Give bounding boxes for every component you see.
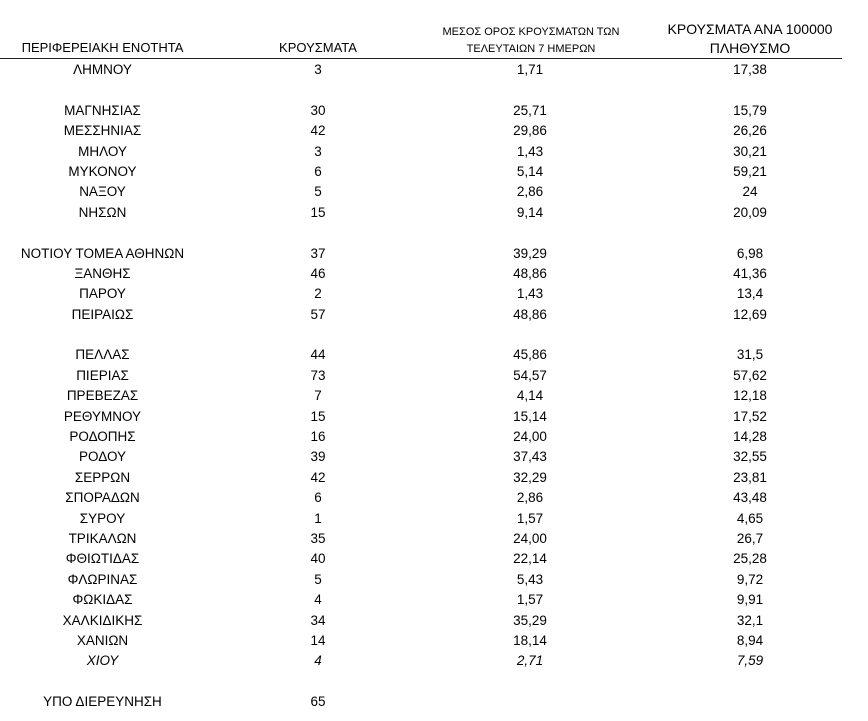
table-row — [0, 366, 868, 386]
table-row — [0, 570, 868, 590]
table-row — [0, 611, 868, 631]
table-row — [0, 509, 868, 529]
avg7-cell: 35,29 — [513, 612, 547, 628]
per100k-cell: 12,18 — [733, 388, 767, 404]
avg7-cell: 4,14 — [516, 388, 544, 404]
avg7-cell: 48,86 — [513, 306, 547, 322]
cases-cell: 30 — [310, 102, 326, 118]
table-row — [0, 203, 868, 223]
per100k-cell: 32,1 — [736, 612, 764, 628]
cases-cell: 34 — [310, 612, 326, 628]
per100k-cell: 32,55 — [733, 449, 767, 465]
table-row — [0, 631, 868, 651]
table-row — [0, 427, 868, 447]
cases-cell: 4 — [314, 653, 322, 669]
avg7-cell: 45,86 — [513, 347, 547, 363]
cases-cell: 42 — [310, 469, 326, 485]
table-row — [0, 529, 868, 549]
region-cell: ΧΙΟΥ — [86, 653, 119, 669]
cases-cell: 3 — [314, 62, 322, 77]
cases-cell: 15 — [310, 204, 326, 220]
region-cell: ΦΘΙΩΤΙΔΑΣ — [65, 551, 140, 567]
avg7-cell: 1,43 — [516, 143, 544, 159]
table-row — [0, 386, 868, 406]
table-row — [0, 549, 868, 569]
table-row — [0, 162, 868, 182]
header-underline — [0, 58, 842, 59]
table-row — [0, 142, 868, 162]
region-cell: ΦΛΩΡΙΝΑΣ — [67, 571, 138, 587]
avg7-cell: 24,00 — [513, 429, 547, 445]
row-spacer — [0, 80, 868, 100]
header-per100k-line2: ΠΛΗΘΥΣΜΟ — [709, 40, 791, 56]
region-cell: ΝΑΞΟΥ — [79, 184, 126, 200]
region-cell: ΣΕΡΡΩΝ — [74, 469, 131, 485]
table-row — [0, 488, 868, 508]
table-row — [0, 468, 868, 488]
table-row — [0, 447, 868, 467]
cases-cell: 5 — [314, 571, 322, 587]
table-row — [0, 590, 868, 610]
per100k-cell: 17,52 — [733, 408, 767, 424]
avg7-cell: 1,57 — [516, 510, 544, 526]
per100k-cell: 30,21 — [733, 143, 767, 159]
row-spacer — [0, 223, 868, 243]
cases-cell: 7 — [314, 388, 322, 404]
per100k-cell: 24 — [742, 184, 758, 200]
per100k-cell: 17,38 — [733, 62, 767, 77]
cases-cell: 4 — [314, 592, 322, 608]
avg7-cell: 15,14 — [513, 408, 547, 424]
per100k-cell: 59,21 — [733, 163, 767, 179]
table-row — [0, 244, 868, 264]
avg7-cell: 1,43 — [516, 286, 544, 302]
cases-cell: 6 — [314, 490, 322, 506]
cases-cell: 57 — [310, 306, 326, 322]
per100k-cell: 12,69 — [733, 306, 767, 322]
cases-cell: 15 — [310, 408, 326, 424]
table-row — [0, 60, 868, 80]
table-row — [0, 264, 868, 284]
cases-cell: 2 — [314, 286, 322, 302]
region-cell: ΦΩΚΙΔΑΣ — [72, 592, 133, 608]
cases-cell: 44 — [310, 347, 326, 363]
header-avg-7-days — [415, 24, 647, 58]
avg7-cell: 2,86 — [516, 184, 544, 200]
cases-cell: 6 — [314, 163, 322, 179]
region-cell: ΣΠΟΡΑΔΩΝ — [65, 490, 140, 506]
avg7-cell: 39,29 — [513, 245, 547, 261]
per100k-cell: 13,4 — [736, 286, 764, 302]
avg7-cell: 2,71 — [516, 653, 544, 669]
region-cell: ΧΑΝΙΩΝ — [76, 632, 129, 648]
region-cell: ΠΡΕΒΕΖΑΣ — [66, 388, 139, 404]
cases-cell: 65 — [310, 694, 326, 710]
region-cell: ΧΑΛΚΙΔΙΚΗΣ — [62, 612, 143, 628]
region-cell: ΥΠΟ ΔΙΕΡΕΥΝΗΣΗ — [43, 694, 162, 710]
region-cell: ΝΗΣΩΝ — [78, 204, 127, 220]
table-row — [0, 121, 868, 141]
cases-cell: 16 — [310, 429, 326, 445]
cases-cell: 35 — [310, 530, 326, 546]
region-cell: ΞΑΝΘΗΣ — [74, 265, 131, 281]
header-avg-line2: ΤΕΛΕΥΤΑΙΩΝ 7 ΗΜΕΡΩΝ — [466, 43, 596, 55]
region-cell: ΜΗΛΟΥ — [78, 143, 127, 159]
table-row — [0, 345, 868, 365]
data-table — [0, 60, 868, 713]
avg7-cell: 1,57 — [516, 592, 544, 608]
avg7-cell: 9,14 — [516, 204, 544, 220]
avg7-cell: 18,14 — [513, 632, 547, 648]
avg7-cell: 29,86 — [513, 123, 547, 139]
region-cell: ΡΟΔΟΠΗΣ — [69, 429, 136, 445]
region-cell: ΠΙΕΡΙΑΣ — [76, 367, 129, 383]
header-avg-line1: ΜΕΣΟΣ ΟΡΟΣ ΚΡΟΥΣΜΑΤΩΝ ΤΩΝ — [442, 26, 620, 38]
region-cell: ΠΑΡΟΥ — [79, 286, 126, 302]
cases-cell: 42 — [310, 123, 326, 139]
cases-cell: 5 — [314, 184, 322, 200]
header-cases: ΚΡΟΥΣΜΑΤΑ — [279, 40, 357, 55]
cases-cell: 1 — [314, 510, 322, 526]
avg7-cell: 1,71 — [516, 62, 544, 77]
avg7-cell: 37,43 — [513, 449, 547, 465]
region-cell: ΜΥΚΟΝΟΥ — [68, 163, 137, 179]
region-cell: ΝΟΤΙΟΥ ΤΟΜΕΑ ΑΘΗΝΩΝ — [20, 245, 185, 261]
region-cell: ΣΥΡΟΥ — [79, 510, 126, 526]
region-cell: ΤΡΙΚΑΛΩΝ — [68, 530, 137, 546]
per100k-cell: 23,81 — [733, 469, 767, 485]
region-cell: ΜΑΓΝΗΣΙΑΣ — [64, 102, 141, 118]
per100k-cell: 41,36 — [733, 265, 767, 281]
per100k-cell: 8,94 — [736, 632, 764, 648]
table-row — [0, 284, 868, 304]
cases-cell: 40 — [310, 551, 326, 567]
region-cell: ΠΕΙΡΑΙΩΣ — [71, 306, 134, 322]
table-row — [0, 305, 868, 325]
region-cell: ΡΕΘΥΜΝΟΥ — [63, 408, 142, 424]
avg7-cell: 48,86 — [513, 265, 547, 281]
per100k-cell: 31,5 — [736, 347, 764, 363]
table-row — [0, 407, 868, 427]
per100k-cell: 6,98 — [736, 245, 764, 261]
table-row — [0, 182, 868, 202]
table-row — [0, 692, 868, 712]
row-spacer — [0, 672, 868, 692]
per100k-cell: 9,72 — [736, 571, 764, 587]
region-cell: ΠΕΛΛΑΣ — [75, 347, 130, 363]
region-cell: ΛΗΜΝΟΥ — [73, 62, 132, 77]
header-per-100k — [640, 20, 860, 58]
cases-cell: 37 — [310, 245, 326, 261]
avg7-cell: 24,00 — [513, 530, 547, 546]
header-region: ΠΕΡΙΦΕΡΕΙΑΚΗ ΕΝΟΤΗΤΑ — [21, 40, 184, 55]
cases-cell: 46 — [310, 265, 326, 281]
row-spacer — [0, 325, 868, 345]
per100k-cell: 26,7 — [736, 530, 764, 546]
per100k-cell: 9,91 — [736, 592, 764, 608]
per100k-cell: 7,59 — [736, 653, 764, 669]
per100k-cell: 26,26 — [733, 123, 767, 139]
header-per100k-line1: ΚΡΟΥΣΜΑΤΑ ΑΝΑ 100000 — [667, 21, 833, 37]
region-cell: ΡΟΔΟΥ — [78, 449, 127, 465]
avg7-cell: 2,86 — [516, 490, 544, 506]
per100k-cell: 43,48 — [733, 490, 767, 506]
avg7-cell: 22,14 — [513, 551, 547, 567]
per100k-cell: 14,28 — [733, 429, 767, 445]
avg7-cell: 5,43 — [516, 571, 544, 587]
cases-cell: 14 — [310, 632, 326, 648]
cases-cell: 73 — [310, 367, 326, 383]
region-cell: ΜΕΣΣΗΝΙΑΣ — [63, 123, 142, 139]
per100k-cell: 57,62 — [733, 367, 767, 383]
per100k-cell: 20,09 — [733, 204, 767, 220]
avg7-cell: 25,71 — [513, 102, 547, 118]
avg7-cell: 54,57 — [513, 367, 547, 383]
per100k-cell: 25,28 — [733, 551, 767, 567]
table-row — [0, 101, 868, 121]
cases-cell: 39 — [310, 449, 326, 465]
per100k-cell: 4,65 — [736, 510, 764, 526]
table-row — [0, 651, 868, 671]
avg7-cell: 32,29 — [513, 469, 547, 485]
per100k-cell: 15,79 — [733, 102, 767, 118]
cases-cell: 3 — [314, 143, 322, 159]
avg7-cell: 5,14 — [516, 163, 544, 179]
